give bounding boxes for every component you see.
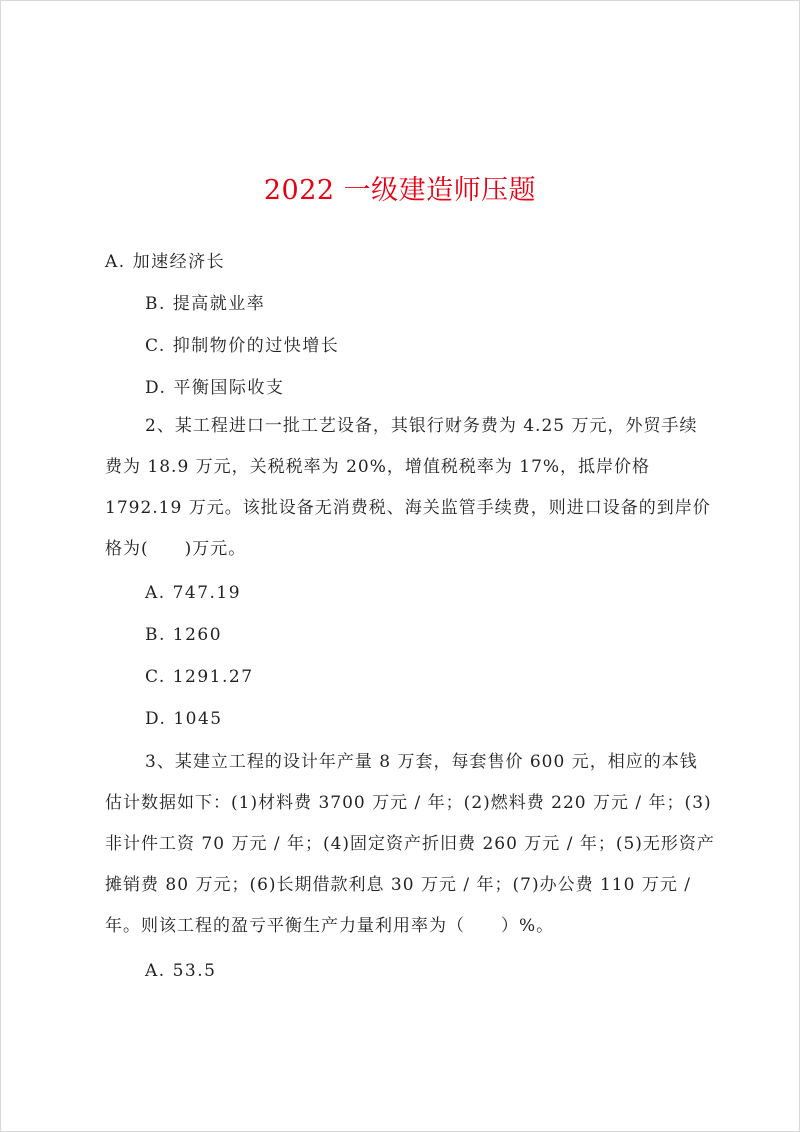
q2-option-b: B. 1260	[145, 625, 223, 645]
q3-question: 3、某建立工程的设计年产量 8 万套，每套售价 600 元，相应的本钱估计数据如下：(1)材料费 3700 万元 / 年；(2)燃料费 220 万元 / 年；(3)非计件工资 70 万元 / 年；(4)固定资产折旧费 260 万元 / 年；(5)无形资产摊销费 80 万元；(6)长期借款利息 30 万元 / 年；(7)办公费 110 万元 / 年。则该工程的盈亏平衡生产力量利用率为（ ）%。	[105, 752, 715, 936]
q2-option-a: A. 747.19	[145, 583, 242, 603]
q2-option-c: C. 1291.27	[145, 667, 254, 687]
document-title: 2022 一级建造师压题	[263, 175, 537, 206]
q1-option-d: D. 平衡国际收支	[145, 378, 285, 398]
q1-option-c: C. 抑制物价的过快增长	[145, 336, 340, 356]
q2-option-d: D. 1045	[145, 709, 223, 729]
q1-option-a: A. 加速经济长	[105, 252, 226, 272]
q2-question: 2、某工程进口一批工艺设备，其银行财务费为 4.25 万元，外贸手续费为 18.9 万元，关税税率为 20%，增值税税率为 17%，抵岸价格 1792.19 万元。该批设备无消费税、海关监管手续费，则进口设备的到岸价格为( )万元。	[105, 416, 711, 559]
q1-option-b: B. 提高就业率	[145, 294, 266, 314]
q3-option-a: A. 53.5	[145, 961, 217, 981]
